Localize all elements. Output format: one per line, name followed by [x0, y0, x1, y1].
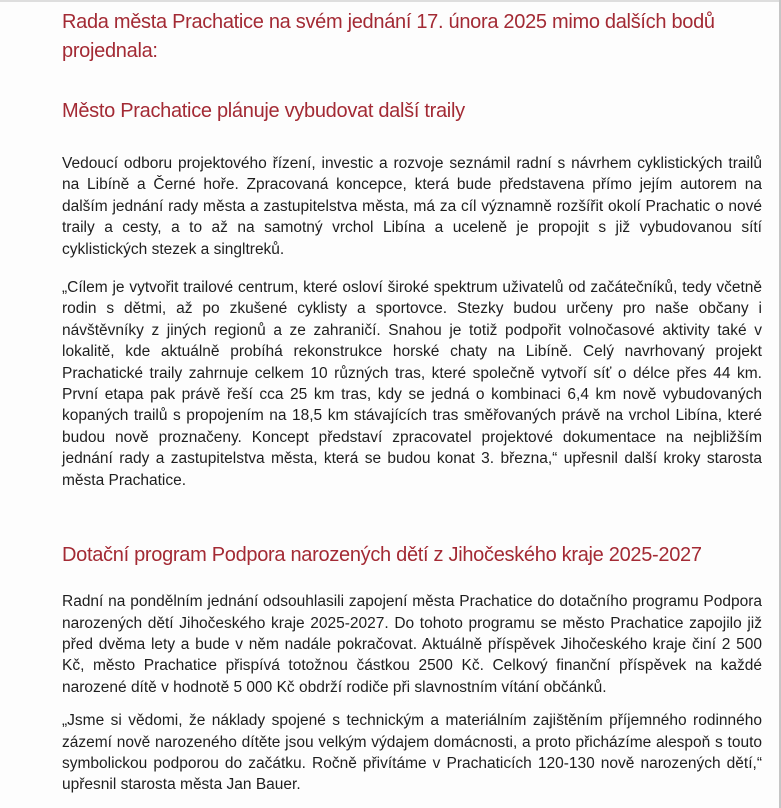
grant-paragraph-1: Radní na pondělním jednání odsouhlasili zapojení města Prachatice do dotačního programu Podpora narozených dětí Jihočeského kraje 2025-2027. Do tohoto programu se město Prachatice zapojilo již před dvěma lety a bude v něm nadále pokračovat. Aktuálně příspěvek Jihočeského kraje činí 2 500 Kč, město Prachatice přispívá totožnou částkou 2500 Kč. Celkový finanční příspěvek na každé narozené dítě v hodnotě 5 000 Kč obdrží rodiče při slavnostním vítání občánků.	[62, 593, 762, 696]
section-trails	[62, 97, 762, 491]
grant-paragraph-2-quote: „Jsme si vědomi, že náklady spojené s technickým a materiálním zajištěním příjemného rodinného zázemí nově narozeného dítěte jsou velkým výdajem domácnosti, a proto přicházíme alespoň s touto symbolickou podporou do začátku. Ročně přivítáme v Prachaticích 120-130 nově narozených dětí,“ upřesnil starosta města Jan Bauer.	[62, 712, 762, 794]
section-grant-heading: Dotační program Podpora narozených dětí z Jihočeského kraje 2025-2027	[62, 544, 702, 567]
section-grant-program	[62, 541, 762, 796]
trails-paragraph-2-quote: „Cílem je vytvořit trailové centrum, které osloví široké spektrum uživatelů od začátečníků, tedy včetně rodin s dětmi, až po zkušené cyklisty a sportovce. Stezky budou určeny pro naše občany i návštěvníky z jiných regionů a ze zahraničí. Snahou je totiž podpořit volnočasové aktivity také v lokalitě, kde aktuálně probíhá rekonstrukce horské chaty na Libíně. Celý navrhovaný projekt Prachatické traily zahrnuje celkem 10 různých tras, které společně vytvoří síť o délce přes 44 km. První etapa pak právě řeší cca 25 km tras, kdy se jedná o kombinaci 6,4 km nově vybudovaných kopaných trailů s propojením na 18,5 km stávajících tras směřovaných právě na vrchol Libína, které budou nově proznačeny. Koncept představí zpracovatel projektové dokumentace na nejbližším jednání rady a zastupitelstva města, která se budou konat 3. března,“ upřesnil další kroky starosta města Prachatice.	[62, 279, 762, 489]
scan-edge-top	[0, 0, 781, 2]
section-trails-heading: Město Prachatice plánuje vybudovat další traily	[62, 100, 465, 122]
trails-paragraph-1: Vedoucí odboru projektového řízení, investic a rozvoje seznámil radní s návrhem cyklistických trailů na Libíně a Černé hoře. Zpracovaná koncepce, která bude představena přímo jejím autorem na dalším jednání rady města a zastupitelstva města, má za cíl významně rozšířit okolí Prachatic o nové traily a cesty, a to až na samotný vrchol Libína a uceleně je propojit s již vybudovanou sítí cyklistických stezek a singltreků.	[62, 155, 762, 258]
intro-heading: Rada města Prachatice na svém jednání 17. února 2025 mimo dalších bodů projednala:	[62, 11, 715, 62]
